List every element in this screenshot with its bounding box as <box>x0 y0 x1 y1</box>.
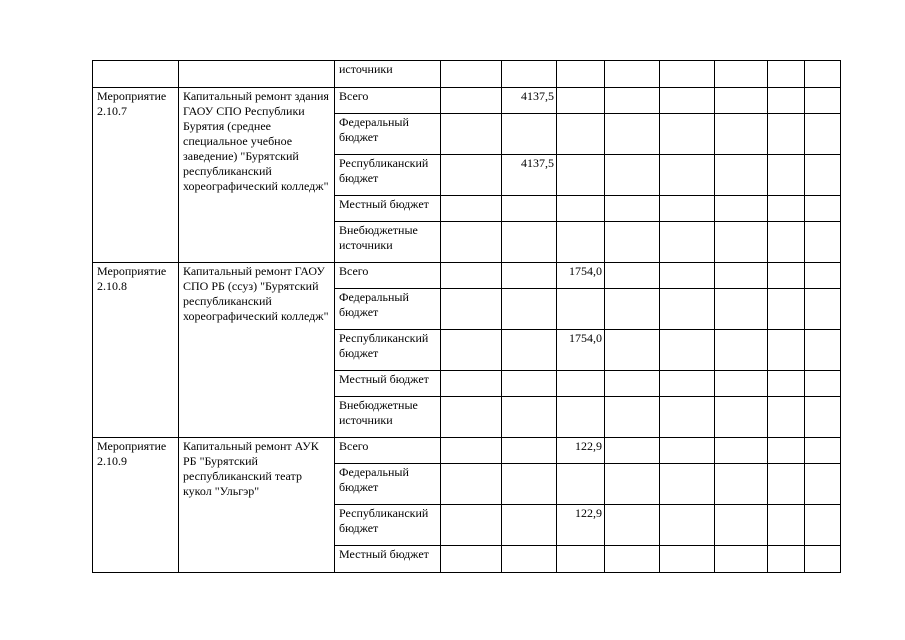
source-cell: Федеральный бюджет <box>335 289 441 330</box>
value-cell <box>557 155 605 196</box>
source-cell: Внебюджетные источники <box>335 222 441 263</box>
source-cell: Федеральный бюджет <box>335 114 441 155</box>
source-cell: Всего <box>335 438 441 464</box>
source-cell: Внебюджетные источники <box>335 397 441 438</box>
value-cell: 4137,5 <box>502 88 557 114</box>
value-cell <box>502 438 557 464</box>
event-name: Капитальный ремонт ГАОУ СПО РБ (ссуз) "Бурятский республиканский хореографический колледж" <box>179 263 335 438</box>
name-cell <box>179 61 335 88</box>
code-cell <box>93 61 179 88</box>
source-cell: Местный бюджет <box>335 196 441 222</box>
source-cell: Всего <box>335 88 441 114</box>
source-cell: Всего <box>335 263 441 289</box>
source-cell: Республиканский бюджет <box>335 155 441 196</box>
value-cell: 122,9 <box>557 505 605 546</box>
table-row <box>93 263 841 289</box>
value-cell <box>557 546 605 573</box>
value-cell <box>557 196 605 222</box>
budget-table <box>92 60 841 573</box>
value-cell <box>502 397 557 438</box>
value-cell: 1754,0 <box>557 330 605 371</box>
value-cell <box>557 222 605 263</box>
table-row <box>93 438 841 464</box>
value-cell <box>502 546 557 573</box>
value-cell <box>557 397 605 438</box>
table-row <box>93 88 841 114</box>
value-cell <box>502 222 557 263</box>
source-cell: Местный бюджет <box>335 546 441 573</box>
value-cell <box>502 196 557 222</box>
value-cell <box>502 371 557 397</box>
value-cell: 122,9 <box>557 438 605 464</box>
value-cell <box>502 263 557 289</box>
value-cell <box>502 289 557 330</box>
value-cell <box>502 464 557 505</box>
value-cell <box>557 114 605 155</box>
table-row <box>93 61 841 88</box>
value-cell <box>502 505 557 546</box>
source-cell: Республиканский бюджет <box>335 330 441 371</box>
value-cell <box>557 371 605 397</box>
source-cell: Федеральный бюджет <box>335 464 441 505</box>
value-cell <box>557 88 605 114</box>
value-cell <box>557 289 605 330</box>
value-cell: 4137,5 <box>502 155 557 196</box>
source-cell: Республиканский бюджет <box>335 505 441 546</box>
value-cell <box>502 330 557 371</box>
event-code: Мероприятие 2.10.9 <box>93 438 179 573</box>
event-name: Капитальный ремонт АУК РБ "Бурятский республиканский театр кукол "Ульгэр" <box>179 438 335 573</box>
value-cell <box>557 464 605 505</box>
event-name: Капитальный ремонт здания ГАОУ СПО Республики Бурятия (среднее специальное учебное заведение) "Бурятский республиканский хореографический колледж" <box>179 88 335 263</box>
source-cell: Местный бюджет <box>335 371 441 397</box>
source-cell: источники <box>335 61 441 88</box>
value-cell: 1754,0 <box>557 263 605 289</box>
value-cell <box>502 114 557 155</box>
event-code: Мероприятие 2.10.8 <box>93 263 179 438</box>
event-code: Мероприятие 2.10.7 <box>93 88 179 263</box>
